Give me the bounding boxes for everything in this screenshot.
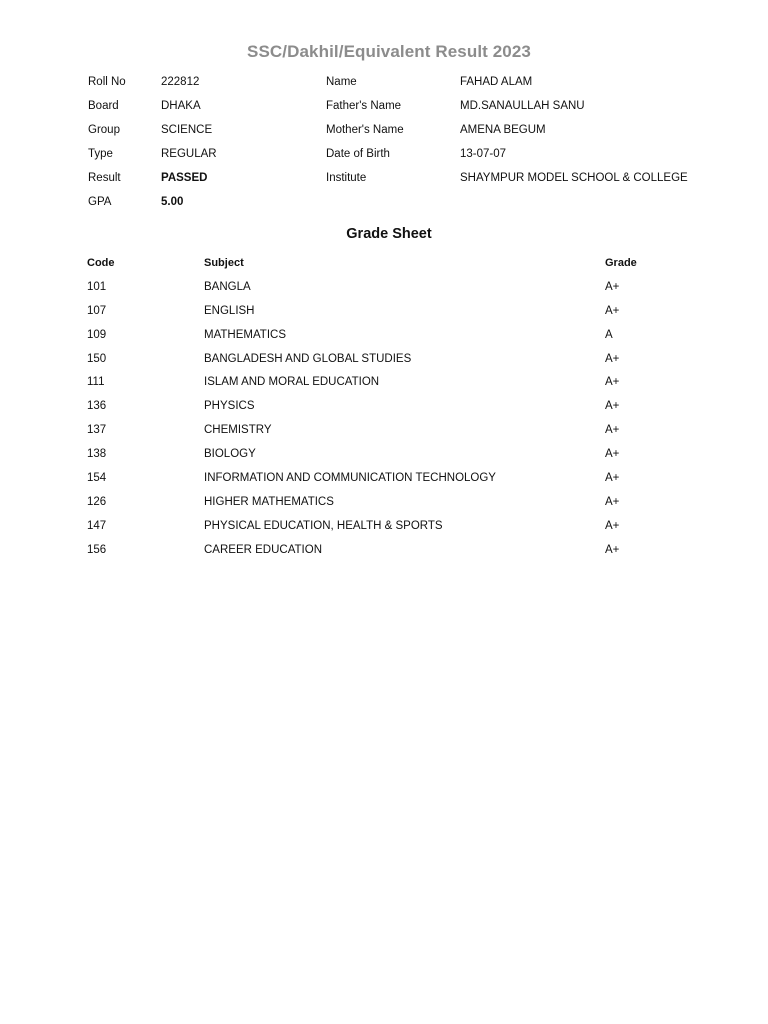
subject-cell: CAREER EDUCATION xyxy=(204,543,322,556)
subject-header: Subject xyxy=(204,257,244,269)
grade-cell: A+ xyxy=(605,424,620,437)
type-value: REGULAR xyxy=(161,148,217,160)
subject-cell: MATHEMATICS xyxy=(204,328,286,341)
code-cell: 136 xyxy=(87,400,107,413)
grade-cell: A+ xyxy=(605,376,620,389)
info-row-group xyxy=(88,119,698,143)
table-row xyxy=(87,324,687,348)
table-row xyxy=(87,371,687,395)
subject-cell: ENGLISH xyxy=(204,304,255,317)
dob-label: Date of Birth xyxy=(326,148,390,160)
table-row xyxy=(87,491,687,515)
group-value: SCIENCE xyxy=(161,124,213,136)
info-row-gpa xyxy=(88,191,698,215)
subject-cell: HIGHER MATHEMATICS xyxy=(204,495,334,508)
result-value: PASSED xyxy=(161,172,208,184)
student-info-table xyxy=(88,71,698,215)
grade-sheet-table xyxy=(87,252,687,563)
table-row xyxy=(87,467,687,491)
grade-cell: A+ xyxy=(605,352,620,365)
code-cell: 107 xyxy=(87,304,107,317)
roll-label: Roll No xyxy=(88,76,126,88)
grade-sheet-title: Grade Sheet xyxy=(346,226,432,242)
table-row xyxy=(87,443,687,467)
mother-name-label: Mother's Name xyxy=(326,124,404,136)
grade-cell: A+ xyxy=(605,472,620,485)
table-row xyxy=(87,276,687,300)
code-cell: 154 xyxy=(87,472,107,485)
code-cell: 111 xyxy=(87,376,105,389)
grade-cell: A+ xyxy=(605,495,620,508)
gpa-value: 5.00 xyxy=(161,196,184,208)
code-cell: 101 xyxy=(87,280,107,293)
grade-rows xyxy=(87,276,687,563)
info-row-result xyxy=(88,167,698,191)
subject-cell: BANGLA xyxy=(204,280,251,293)
table-row xyxy=(87,395,687,419)
type-label: Type xyxy=(88,148,113,160)
subject-cell: ISLAM AND MORAL EDUCATION xyxy=(204,376,380,389)
grade-header: Grade xyxy=(605,257,637,269)
board-value: DHAKA xyxy=(161,100,201,112)
code-cell: 137 xyxy=(87,424,107,437)
code-cell: 150 xyxy=(87,352,107,365)
institute-value: SHAYMPUR MODEL SCHOOL & COLLEGE xyxy=(460,172,688,184)
grade-cell: A+ xyxy=(605,519,620,532)
table-row xyxy=(87,348,687,372)
grade-cell: A+ xyxy=(605,543,620,556)
code-header: Code xyxy=(87,257,115,269)
info-row-type xyxy=(88,143,698,167)
grade-table-header xyxy=(87,252,687,276)
gpa-label: GPA xyxy=(88,196,112,208)
page-title: SSC/Dakhil/Equivalent Result 2023 xyxy=(247,42,531,61)
code-cell: 156 xyxy=(87,543,107,556)
info-row-roll xyxy=(88,71,698,95)
grade-cell: A+ xyxy=(605,448,620,461)
table-row xyxy=(87,419,687,443)
grade-cell: A+ xyxy=(605,280,620,293)
board-label: Board xyxy=(88,100,119,112)
institute-label: Institute xyxy=(326,172,367,184)
mother-name-value: AMENA BEGUM xyxy=(460,124,546,136)
name-label: Name xyxy=(326,76,357,88)
code-cell: 147 xyxy=(87,519,107,532)
result-label: Result xyxy=(88,172,121,184)
group-label: Group xyxy=(88,124,120,136)
table-row xyxy=(87,515,687,539)
code-cell: 109 xyxy=(87,328,107,341)
subject-cell: PHYSICAL EDUCATION, HEALTH & SPORTS xyxy=(204,519,443,532)
name-value: FAHAD ALAM xyxy=(460,76,533,88)
subject-cell: INFORMATION AND COMMUNICATION TECHNOLOGY xyxy=(204,472,496,485)
father-name-label: Father's Name xyxy=(326,100,402,112)
code-cell: 126 xyxy=(87,495,107,508)
code-cell: 138 xyxy=(87,448,107,461)
table-row xyxy=(87,300,687,324)
table-row xyxy=(87,539,687,563)
roll-value: 222812 xyxy=(161,76,200,88)
dob-value: 13-07-07 xyxy=(460,148,507,160)
grade-cell: A xyxy=(605,328,613,341)
subject-cell: BANGLADESH AND GLOBAL STUDIES xyxy=(204,352,412,365)
subject-cell: CHEMISTRY xyxy=(204,424,272,437)
subject-cell: PHYSICS xyxy=(204,400,255,413)
grade-cell: A+ xyxy=(605,304,620,317)
subject-cell: BIOLOGY xyxy=(204,448,256,461)
grade-cell: A+ xyxy=(605,400,620,413)
father-name-value: MD.SANAULLAH SANU xyxy=(460,100,585,112)
info-row-board xyxy=(88,95,698,119)
